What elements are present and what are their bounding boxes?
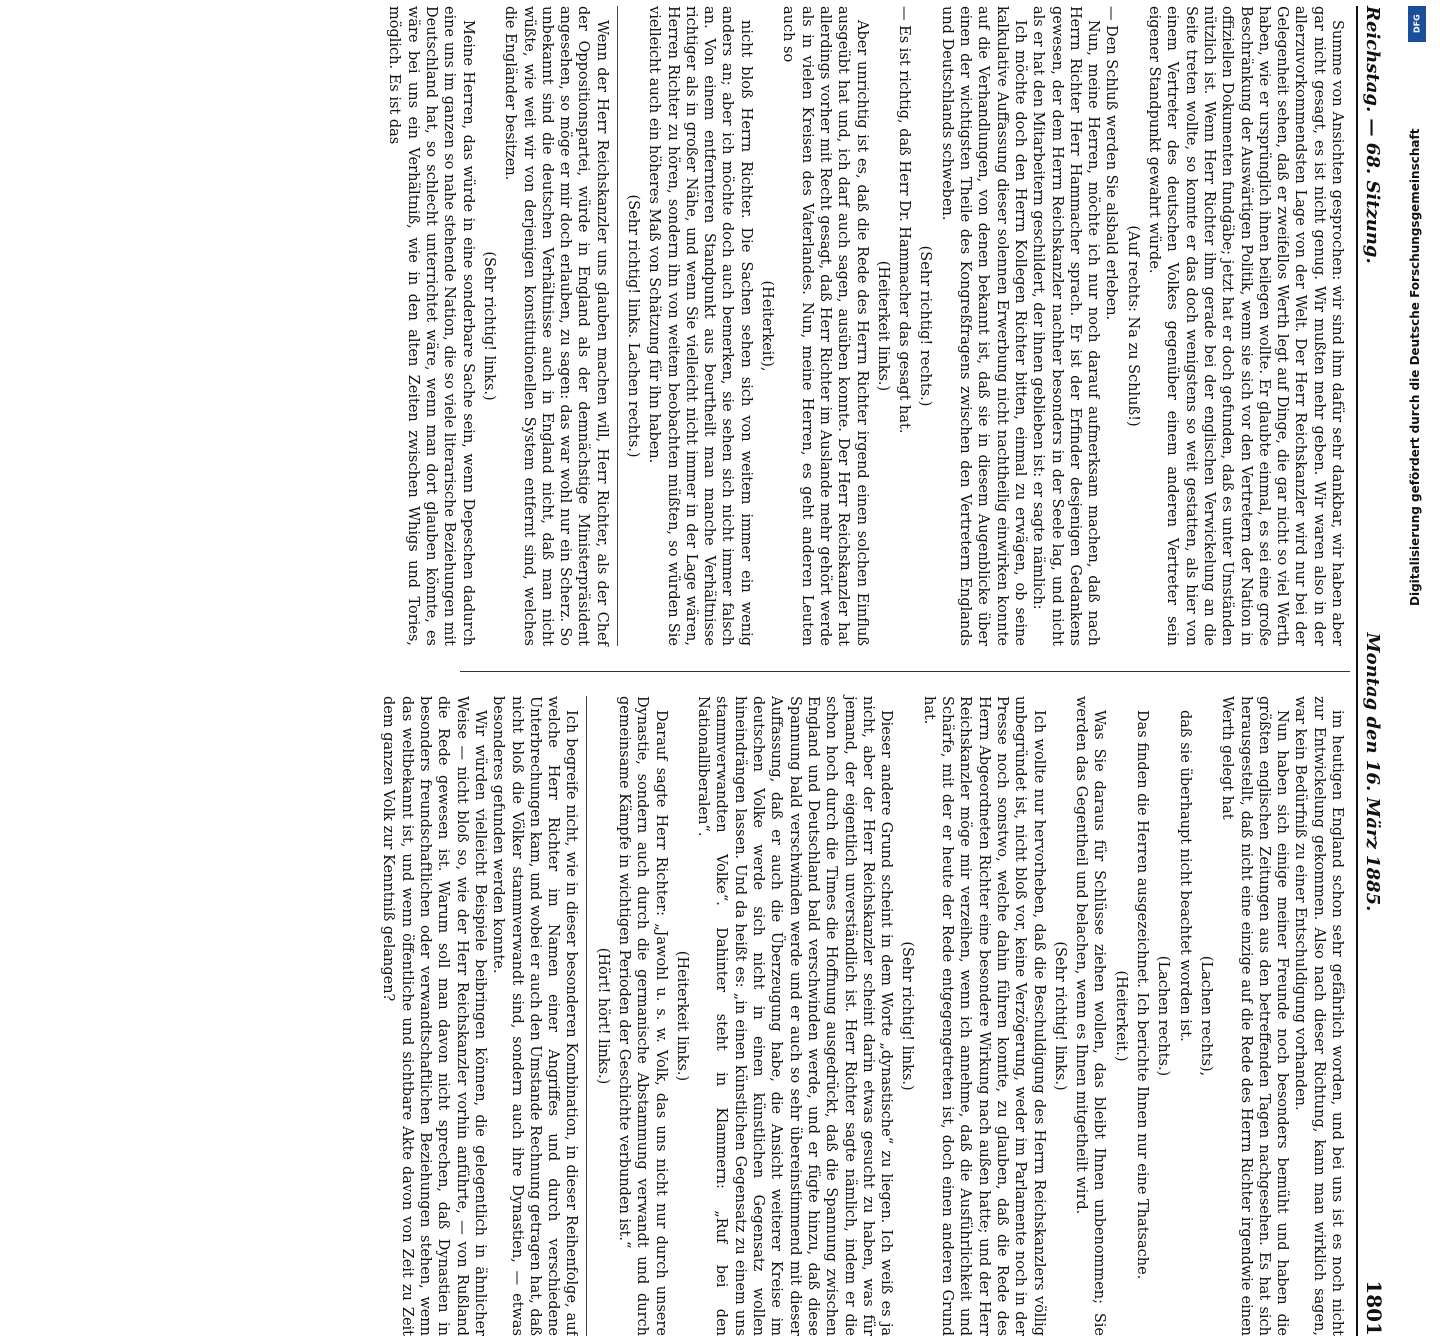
header-date: Montag den 16. März 1885. <box>1362 632 1383 912</box>
paragraph: Summe von Ansichten gesprochen: wir sind ihm dafür sehr dankbar, wir haben aber gar nicht gesagt, es ist nicht genug. Wir mußten mehr geben. Wir waren also in der allerzuvorkommendsten Lage von der Welt. Der Herr Reichskanzler wird nur bei der Gelegenheit sehen, daß er zweifellos Werth legt auf Dinge, die gar nicht so viel Werth haben, wie er ursprünglich ihnen beilegen wollte. Er glaubte einmal, es sei eine große Beschränkung der Auswärtigen Politik, wenn sie sich vor den Vertretern der Nation in offiziellen Dokumenten fundgäbe; jetzt hat er doch gefunden, daß es unter Umständen nützlich ist. Wenn Herr Richter ihm gerade bei der englischen Verwickelung an die Seite treten wollte, so konnte er das doch wenigstens so weit gestatten, als hier von einem Vertreter des deutschen Volkes gegenüber einem anderen Vertreter sein eigener Standpunkt gewahrt würde. <box>1146 6 1345 646</box>
interjection: (Heiterkeit), <box>759 280 776 372</box>
speaker-aside: — Den Schluß werden Sie alsbald erleben. <box>1103 6 1120 321</box>
speaker-aside: — Es ist richtig, daß Herr Dr. Hammacher das gesagt hat. <box>896 6 913 434</box>
paragraph: Dieser andere Grund scheint in dem Worte „dynastische“ zu liegen. Ich weiß es ja nicht, aber der Herr Reichskanzler scheint darin etwas gesucht zu haben, was für jemand, der eigentlich unverständlich ist. Herr Richter sagte nämlich, indem er die schon hoch durch die Times die Hoffnung ausgedrückt, daß die Spannung zwischen England und Deutschland bald verschwinden werde, und er fügte hinzu, daß diese Spannung bald verschwinden werde und er auch so sehr übereinstimmend mit dieser Auffassung, daß er auch die Überzeugung habe, die Ansicht weiterer Kreise im deutschen Volke werde sich nicht in einen künstlichen Gegensatz wollen hineindrängen lassen. Und da heißt es: „in einen künstlichen Gegensatz zu einem uns stammverwandten Volke“. Dahinter steht in Klammern: „Ruf bei den Nationalliberalen“. <box>695 696 895 1336</box>
interjection: (Sehr richtig! links.) <box>480 251 497 401</box>
paragraph: Nun, meine Herren, möchte ich nur noch darauf aufmerksam machen, daß nach Herrn Richter Herr Hammacher sprach. Er ist der Erfinder desjenigen Gedankens gewesen, der dem Herrn Reichskanzler nachher besonders in der Seele lag, und nicht als er hat den Mitarbeitern geschildert, der ihnen geblieben ist: er sagte nämlich: <box>1030 6 1102 646</box>
page-number: 1801 <box>1362 1280 1386 1336</box>
left-column <box>386 6 1346 646</box>
column-divider <box>460 671 1350 672</box>
interjection: (Heiterkeit links.) <box>673 950 690 1082</box>
paragraph: Was Sie daraus für Schlüsse ziehen wollen, das bleibt Ihnen unbenommen; Sie werden das Gegentheil und belachen, wenn es Ihnen mitgetheilt wird. <box>1073 696 1108 1336</box>
interjection: (Sehr richtig! links. Lachen rechts.) <box>625 194 642 458</box>
paragraph: Nun haben sich einige meiner Freunde noch besonders bemüht und haben die größten englischen Zeitungen aus den betreffenden Tagen nachgesehen. Es hat sich herausgestellt, daß nicht eine einzige auf die Rede des Herrn Richter irgendwie einen Werth gelegt hat <box>1219 696 1291 1336</box>
funding-credit: Digitalisierung gefördert durch die Deutsche Forschungsgemeinschaft <box>1408 128 1422 606</box>
interjection: (Sehr richtig! links.) <box>1051 941 1068 1091</box>
interjection: (Heiterkeit.) <box>1112 970 1129 1062</box>
interjection: (Auf rechts: Na zu Schluß!) <box>1124 225 1141 427</box>
interjection: (Sehr richtig! rechts.) <box>917 245 934 407</box>
page-content <box>380 6 1390 1336</box>
dfg-logo: DFG <box>1408 6 1426 42</box>
interjection: (Sehr richtig! links.) <box>899 941 916 1091</box>
paragraph: Wenn der Herr Reichskanzler uns glauben machen will, Herr Richter, als der Chef der Oppositionspartei, würde in England als der demnächstige Ministerpräsident angesehen, so möge er mir doch erlauben, zu sagen: das war wohl nur ein Scherz. So unbekannt sind die deutschen Verhältnisse auch in England nicht, daß man nicht wüßte, wie weit wir von derjenigen konstitutionellen System entfernt sind, welches die Engländer besitzen. <box>502 6 610 646</box>
right-column <box>380 696 1346 1336</box>
paragraph: Das finden die Herren ausgezeichnet. Ich berichte Ihnen nur eine Thatsache. <box>1134 710 1151 1280</box>
paragraph: nicht bloß Herrn Richter. Die Sachen sehen sich von weitem immer ein wenig anders an; aber ich möchte doch auch bemerken, sie sehen sich nicht immer falsch an. Von einem entfernteren Standpunkt aus beurtheilt man manche Verhältnisse richtiger als in großer Nähe, und wenn Sie vielleicht nicht immer in der Lage wären, Herren Richter zu hören, sondern ihn von weitem beobachten müßten, so würden Sie vielleicht auch ein höheres Maß von Schätzung für ihn haben. <box>646 6 754 646</box>
paragraph: Ich wollte nur hervorheben, daß die Beschuldigung des Herrn Reichskanzlers völlig unbegründet ist, nicht bloß vor, keine Verzögerung, weder im Parlamente noch in der Presse noch sonstwo, welche dahin führen konnte, zu glauben, daß die Rede des Herrn Abgeordneten Richter eine besondere Wirkung nach außen hatte; und der Herr Reichskanzler möge mir verzeihen, wenn ich annehme, daß die Ausführlichkeit und Schärfe, mit der er heute der Rede entgegengetreten ist, doch einen anderen Grund hat. <box>920 696 1047 1336</box>
paragraph: daß sie überhaupt nicht beachtet worden ist. <box>1176 710 1193 1042</box>
paragraph: im heutigen England schon sehr gefährlich worden, und bei uns ist es noch nicht zur Entwickelung gekommen. Also nach dieser Richtung, kann man wirklich sagen, war kein Bedürfniß zu einer Entschuldigung vorhanden. <box>1292 696 1345 1336</box>
interjection: (Heiterkeit links.) <box>874 260 891 392</box>
section-separator <box>586 696 587 1336</box>
interjection: (Lachen rechts), <box>1197 955 1214 1077</box>
interjection: (Hört! hört! links.) <box>594 947 611 1085</box>
paragraph: Ich begreife nicht, wie in dieser besonderen Kombination, in dieser Reihenfolge, auf welche Herr Richter im Namen einer Angriffes und durch verschiedene Unterbrechungen kam, und wobei er auch den Umstande Rechnung getragen hat, daß nicht bloß die Völker stammverwandt sind, sondern auch ihre Dynastien, — etwas besonderes gefunden werden konnte. <box>490 696 580 1336</box>
rotated-frame <box>60 6 1440 1336</box>
paragraph: Aber unrichtig ist es, daß die Rede des Herrn Richter irgend einen solchen Einfluß ausgeübt hat und, ich darf auch sagen, ausüben konnte. Der Herr Reichskanzler hat allerdings vorher mit Recht gesagt, daß Herr Richter im Auslande mehr gehört werde als in vielen Kreisen des Vaterlandes. Nun, meine Herren, es geht anderen Leuten auch so <box>780 6 870 646</box>
header-session: Reichstag. — 68. Sitzung. <box>1362 6 1383 264</box>
paragraph: Meine Herren, das würde in eine sonderbare Sache sein, wenn Depeschen dadurch eine uns im ganzen so nahe stehende Nation, die so viele literarische Beziehungen mit Deutschland hat, so schlecht unterrichtet wäre, wenn man dort glauben könnte, es wäre bei uns ein Verhältniß, wie in den alten Zeiten zwischen Whigs und Tories, möglich. Es ist das <box>386 6 476 646</box>
interjection: (Lachen rechts.) <box>1155 955 1172 1077</box>
credit-sidebar <box>1406 0 1430 1000</box>
running-header <box>1362 6 1390 1336</box>
rotation-wrapper <box>60 6 1390 1336</box>
paragraph: Wir würden vielleicht Beispiele beibringen können, die gelegentlich in ähnlicher Weise — nicht bloß so, wie der Herr Reichskanzler vorhin anführte, — von Rußland die Rede gewesen ist. Warum soll man davon nicht sprechen, daß Dynastien in besonders freundschaftlichen oder verwandtschaftlichen Beziehungen stehen, wenn das weltbekannt ist, und wenn öffentliche und sichtbare Akte davon von Zeit zu Zeit dem ganzen Volk zur Kenntniß gelangen? <box>380 696 488 1336</box>
section-separator <box>617 6 618 646</box>
paragraph: Darauf sagte Herr Richter: „Jawohl u. s. w. Volk, das uns nicht nur durch unsere Dynastie, sondern auch durch die germanische Abstammung verwandt und durch gemeinsame Kämpfe in wichtigen Perioden der Geschichte verbunden ist.“ <box>616 696 669 1336</box>
header-rule <box>1356 6 1358 1336</box>
paragraph: Ich möchte doch den Herrn Kollegen Richter bitten, einmal zu erwägen, ob seine kalkulative Auffassung dieser solennen Erwerbung nicht nachtheilig einwirken konnte auf die Verhandlungen, von denen bekannt ist, daß sie in diesem Augenblicke über einen der wichtigsten Theile des Kongreßfragens zwischen den Vertretern Englands und Deutschlands schweben. <box>938 6 1028 646</box>
